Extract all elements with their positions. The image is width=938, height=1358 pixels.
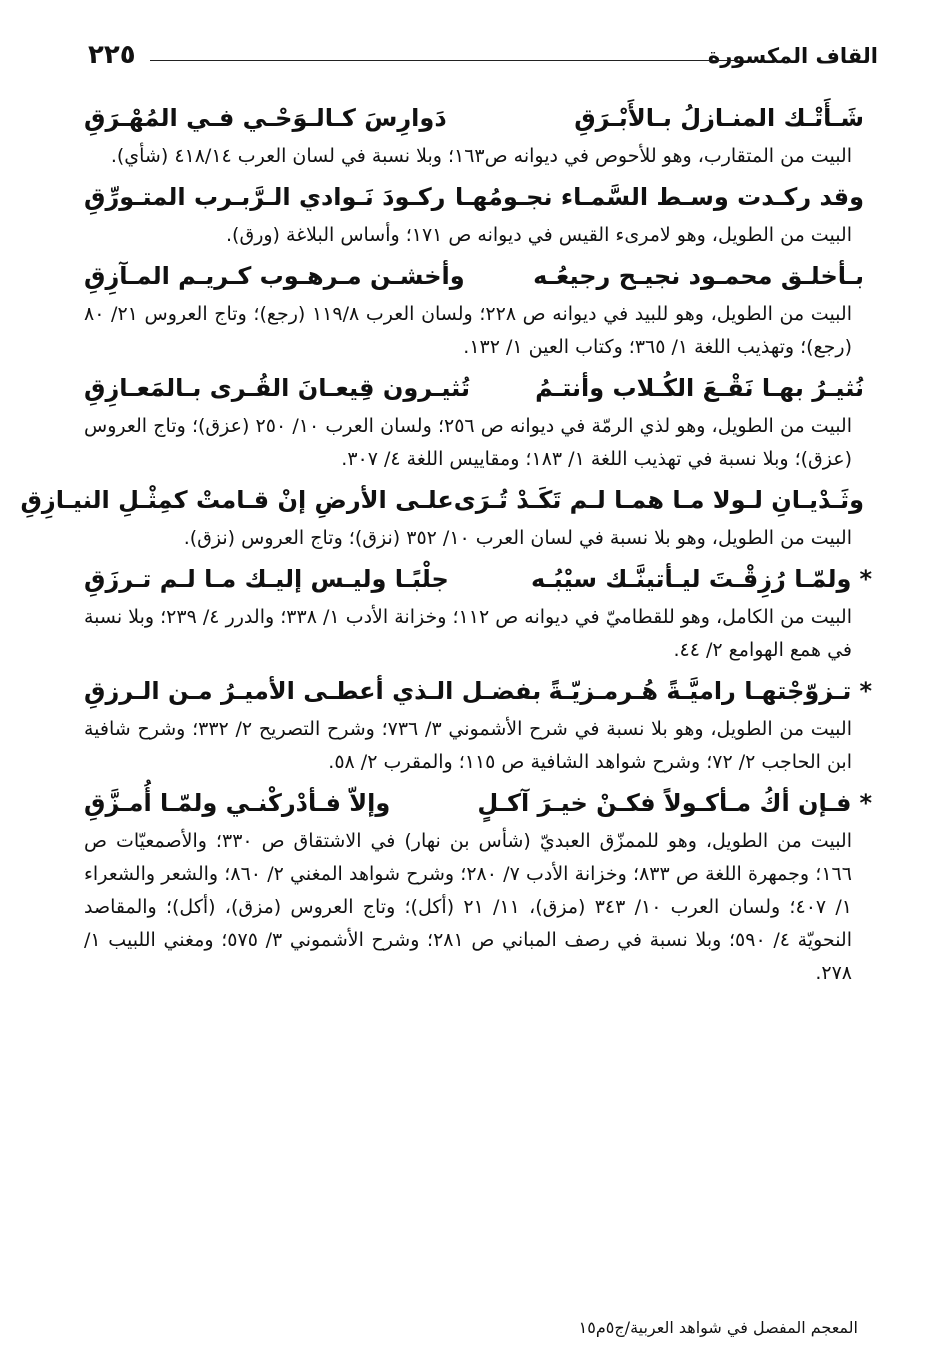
verse-line [84, 252, 872, 298]
verse-entry [84, 252, 872, 364]
verse-second-hemistich: علـى الأرضِ إنْ قـامتْ كمِثْـلِ النيـازِقِ [20, 486, 454, 514]
verse-entry [84, 779, 872, 990]
verse-commentary: البيت من الطويل، وهو بلا نسبة في لسان العرب ١٠/ ٣٥٢ (نزق)؛ وتاج العروس (نزق). [183, 527, 852, 549]
verse-entry [84, 173, 872, 252]
verse-line [84, 555, 872, 601]
verse-line [84, 667, 872, 713]
verse-entry [84, 92, 872, 173]
asterisk-mark: * [859, 677, 872, 705]
running-header [88, 40, 878, 74]
verse-line [84, 364, 872, 410]
verse-second-hemistich: تُثيـرون قِيعـانَ القُـرى بـالمَعـازِقِ [84, 374, 470, 402]
asterisk-mark: * [859, 565, 872, 593]
verse-second-hemistich: دَوارِسَ كـالـوَحْـي فـي المُهْـرَقِ [84, 104, 447, 132]
verse-second-hemistich: وإلاّ فـأدْركْنـي ولمّـا أُمـزَّقِ [84, 789, 391, 817]
verse-entry [84, 555, 872, 667]
verse-commentary: البيت من الطويل، وهو بلا نسبة في شرح الأشموني ٣/ ٧٣٦؛ وشرح التصريح ٢/ ٣٣٢؛ وشرح شافية ابن الحاجب ٢/ ٧٢؛ وشرح شواهد الشافية ص ١١٥؛ والمقرب ٢/ ٥٨. [84, 718, 852, 773]
verse-first-hemistich: وقد ركـدت وسـط السَّمـاء نجـومُهـا [454, 183, 864, 211]
verse-entry [84, 364, 872, 476]
verse-first-hemistich: شَـأَتْـك المنـازلُ بـالأَبْـرَقِ [574, 104, 864, 132]
verse-line [84, 173, 872, 219]
verse-second-hemistich: وأخشـن مـرهـوب كـريـم المـآزِقِ [84, 262, 465, 290]
verse-second-hemistich: ركـودَ نَـوادي الـرَّبـرب المتـورِّقِ [84, 183, 446, 211]
verse-line [20, 476, 872, 522]
verse-commentary: البيت من الكامل، وهو للقطاميّ في ديوانه ص ١١٢؛ وخزانة الأدب ١/ ٣٣٨؛ والدرر ٤/ ٢٣٩؛ وبلا نسبة في همع الهوامع ٢/ ٤٤. [84, 606, 852, 661]
page-body [20, 92, 872, 990]
verse-line [84, 779, 872, 825]
verse-commentary: البيت من المتقارب، وهو للأحوص في ديوانه ص١٦٣؛ وبلا نسبة في لسان العرب ٤١٨/١٤ (شأي). [110, 145, 852, 167]
verse-entry [84, 667, 872, 779]
verse-line [84, 92, 872, 140]
verse-first-hemistich: *ولمّـا رُزِقْـتَ ليـأتينَّـك سيْبُـه [531, 565, 872, 593]
verse-first-hemistich: بـأخلـق محمـود نجيـح رجيعُـه [533, 262, 864, 290]
verse-first-hemistich: *فـإن أكُ مـأكـولاً فكـنْ خيـرَ آكـلٍ [477, 789, 872, 817]
header-rule [150, 60, 738, 61]
verse-commentary: البيت من الطويل، وهو لامرىء القيس في ديوانه ص ١٧١؛ وأساس البلاغة (ورق). [226, 224, 852, 246]
chapter-title: القاف المكسورة [707, 44, 878, 68]
verse-commentary: البيت من الطويل، وهو للبيد في ديوانه ص ٢٢٨؛ ولسان العرب ١١٩/٨ (رجع)؛ وتاج العروس ٢١/ ٨٠ (رجع)؛ وتهذيب اللغة ١/ ٣٦٥؛ وكتاب العين ١/ ١٣٢. [84, 303, 852, 358]
verse-first-hemistich: وثَـدْيـانِ لـولا مـا همـا لـم تَكَـدْ تُـرَى [453, 486, 864, 514]
verse-commentary: البيت من الطويل، وهو للممزّق العبديّ (شأس بن نهار) في الاشتقاق ص ٣٣٠؛ والأصمعيّات ص ١٦٦؛ وجمهرة اللغة ص ٨٣٣؛ وخزانة الأدب ٧/ ٢٨٠؛ وشرح شواهد المغني ٢/ ٨٦٠؛ والشعر والشعراء ١/ ٤٠٧؛ ولسان العرب ١٠/ ٣٤٣ (مزق)، ١١/ ٢١ (أكل)؛ وتاج العروس (مزق)، (أكل)؛ والمقاصد النحويّة ٤/ ٥٩٠؛ وبلا نسبة في رصف المباني ص ٢٨١؛ وشرح الأشموني ٣/ ٥٧٥؛ ومغني اللبيب ١/ ٢٧٨. [84, 830, 853, 984]
verse-first-hemistich: نُثيـرُ بهـا نَقْـعَ الكُـلاب وأنتـمُ [535, 374, 864, 402]
verse-first-hemistich: *تـزوّجْتهـا راميَّـةً هُـرمـزيّـةً [548, 677, 872, 705]
page-number: ٢٢٥ [88, 40, 136, 70]
asterisk-mark: * [859, 789, 872, 817]
verse-second-hemistich: بفضـل الـذي أعطـى الأميـرُ مـن الـرزقِ [84, 677, 542, 705]
verse-entry [20, 476, 872, 555]
verse-commentary: البيت من الطويل، وهو لذي الرمّة في ديوانه ص ٢٥٦؛ ولسان العرب ١٠/ ٢٥٠ (عزق)؛ وتاج العروس (عزق)؛ وبلا نسبة في تهذيب اللغة ١/ ١٨٣؛ ومقاييس اللغة ٤/ ٣٠٧. [84, 415, 853, 470]
page-footer: المعجم المفصل في شواهد العربية/ج٥م١٥ [578, 1318, 858, 1337]
verse-second-hemistich: جلْبًـا وليـس إليـك مـا لـم تـرزَقِ [84, 565, 449, 593]
